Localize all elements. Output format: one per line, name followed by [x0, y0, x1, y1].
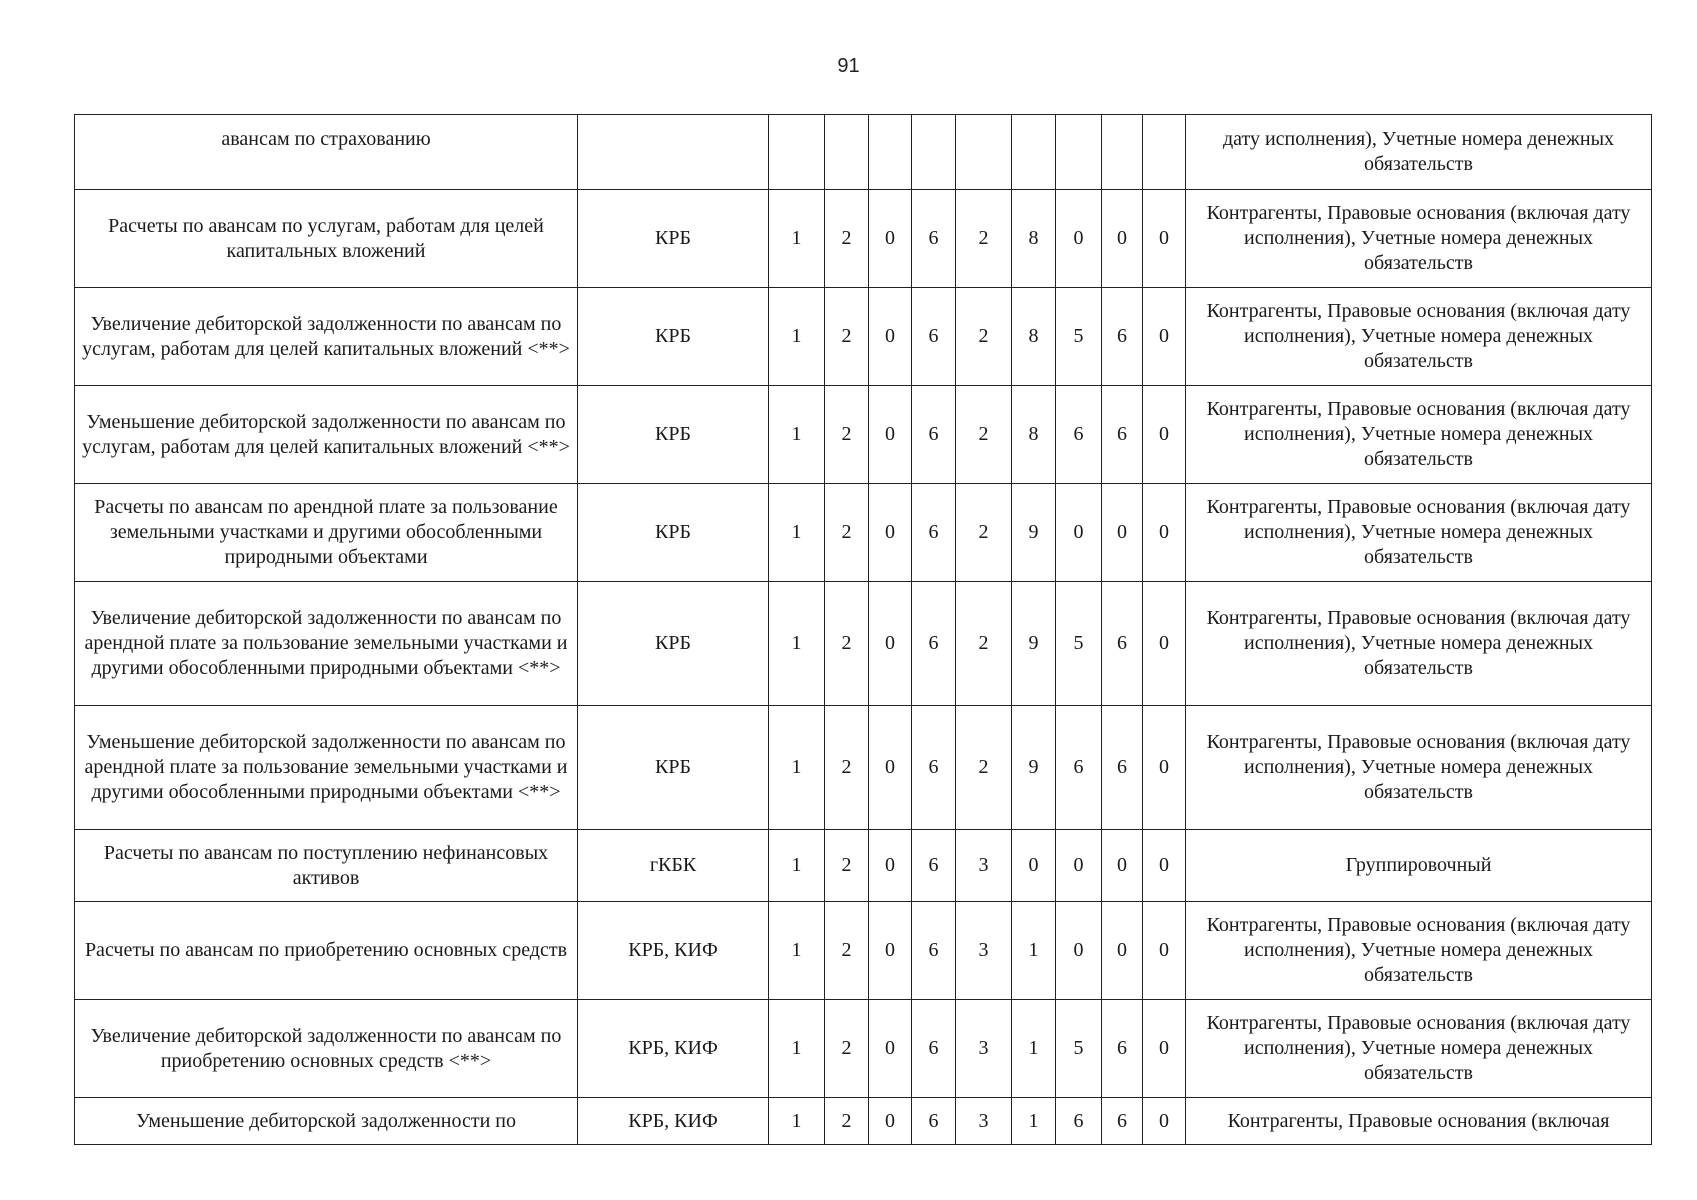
account-digit-cell: 1 [769, 190, 825, 288]
code-cell: КРБ, КИФ [578, 1000, 769, 1098]
account-digit-cell: 0 [1102, 830, 1143, 902]
account-digit-cell: 0 [1143, 484, 1186, 582]
account-digit-cell: 5 [1056, 1000, 1102, 1098]
account-digit-cell: 6 [1102, 706, 1143, 830]
account-digit-cell: 6 [912, 902, 956, 1000]
table-row [75, 115, 1652, 190]
code-cell: КРБ [578, 386, 769, 484]
account-digit-cell: 9 [1012, 582, 1056, 706]
account-digit-cell [912, 115, 956, 190]
account-digit-cell: 3 [956, 902, 1012, 1000]
analytics-cell: Группировочный [1186, 830, 1652, 902]
code-cell: КРБ, КИФ [578, 1098, 769, 1145]
account-digit-cell: 0 [869, 190, 912, 288]
table-row [75, 582, 1652, 706]
account-digit-cell: 6 [912, 386, 956, 484]
account-digit-cell: 0 [1143, 386, 1186, 484]
analytics-cell: Контрагенты, Правовые основания (включая [1186, 1098, 1652, 1145]
code-cell: КРБ, КИФ [578, 902, 769, 1000]
account-digit-cell: 6 [912, 706, 956, 830]
analytics-cell: Контрагенты, Правовые основания (включая дату исполнения), Учетные номера денежных обязательств [1186, 582, 1652, 706]
account-digit-cell: 0 [1056, 830, 1102, 902]
account-digit-cell: 2 [825, 288, 869, 386]
account-digit-cell: 0 [869, 582, 912, 706]
account-name-cell: Расчеты по авансам по поступлению нефинансовых активов [75, 830, 578, 902]
account-digit-cell: 0 [1056, 190, 1102, 288]
account-digit-cell: 3 [956, 830, 1012, 902]
table-row [75, 386, 1652, 484]
account-name-cell: Расчеты по авансам по услугам, работам для целей капитальных вложений [75, 190, 578, 288]
table-row [75, 288, 1652, 386]
account-digit-cell [1056, 115, 1102, 190]
account-name-cell: Увеличение дебиторской задолженности по авансам по арендной плате за пользование земельными участками и другими обособленными природными объектами <**> [75, 582, 578, 706]
analytics-cell: Контрагенты, Правовые основания (включая дату исполнения), Учетные номера денежных обязательств [1186, 706, 1652, 830]
account-digit-cell: 1 [769, 706, 825, 830]
account-digit-cell [1143, 115, 1186, 190]
account-digit-cell: 6 [1056, 1098, 1102, 1145]
account-digit-cell: 0 [1143, 1098, 1186, 1145]
account-digit-cell: 2 [825, 830, 869, 902]
account-digit-cell: 1 [769, 830, 825, 902]
account-digit-cell [769, 115, 825, 190]
account-digit-cell: 1 [769, 1098, 825, 1145]
account-digit-cell: 0 [1102, 484, 1143, 582]
accounts-table [74, 114, 1652, 1145]
account-digit-cell: 8 [1012, 288, 1056, 386]
account-name-cell: Увеличение дебиторской задолженности по авансам по приобретению основных средств <**> [75, 1000, 578, 1098]
account-digit-cell: 1 [769, 582, 825, 706]
account-digit-cell: 0 [1056, 902, 1102, 1000]
account-digit-cell: 6 [912, 288, 956, 386]
account-digit-cell: 2 [956, 484, 1012, 582]
account-digit-cell: 2 [956, 288, 1012, 386]
account-digit-cell: 0 [1143, 1000, 1186, 1098]
account-digit-cell: 1 [1012, 902, 1056, 1000]
account-digit-cell: 6 [1102, 1098, 1143, 1145]
analytics-cell: Контрагенты, Правовые основания (включая дату исполнения), Учетные номера денежных обязательств [1186, 1000, 1652, 1098]
account-digit-cell: 5 [1056, 582, 1102, 706]
account-digit-cell: 6 [1102, 1000, 1143, 1098]
account-digit-cell: 5 [1056, 288, 1102, 386]
account-digit-cell: 2 [825, 484, 869, 582]
account-digit-cell: 2 [825, 582, 869, 706]
account-digit-cell: 6 [1056, 706, 1102, 830]
table-row [75, 706, 1652, 830]
account-digit-cell: 0 [1143, 902, 1186, 1000]
account-digit-cell: 0 [1143, 830, 1186, 902]
account-digit-cell: 0 [869, 386, 912, 484]
account-name-cell: Уменьшение дебиторской задолженности по авансам по услугам, работам для целей капитальных вложений <**> [75, 386, 578, 484]
account-digit-cell: 6 [1056, 386, 1102, 484]
account-digit-cell: 6 [912, 190, 956, 288]
account-digit-cell: 0 [1056, 484, 1102, 582]
table-row [75, 830, 1652, 902]
code-cell: гКБК [578, 830, 769, 902]
account-digit-cell: 2 [825, 190, 869, 288]
account-digit-cell: 1 [769, 902, 825, 1000]
account-digit-cell [956, 115, 1012, 190]
account-digit-cell: 1 [769, 1000, 825, 1098]
account-digit-cell: 0 [1143, 706, 1186, 830]
account-digit-cell: 8 [1012, 386, 1056, 484]
account-digit-cell: 3 [956, 1000, 1012, 1098]
account-digit-cell: 2 [825, 386, 869, 484]
account-name-cell: Расчеты по авансам по арендной плате за пользование земельными участками и другими обособленными природными объектами [75, 484, 578, 582]
table-row [75, 1098, 1652, 1145]
account-digit-cell [825, 115, 869, 190]
analytics-cell: Контрагенты, Правовые основания (включая дату исполнения), Учетные номера денежных обязательств [1186, 190, 1652, 288]
account-digit-cell: 0 [869, 830, 912, 902]
account-digit-cell: 2 [825, 706, 869, 830]
account-name-cell: Уменьшение дебиторской задолженности по [75, 1098, 578, 1145]
account-digit-cell: 6 [912, 582, 956, 706]
account-digit-cell: 0 [869, 484, 912, 582]
account-digit-cell: 2 [825, 902, 869, 1000]
code-cell: КРБ [578, 288, 769, 386]
account-name-cell: авансам по страхованию [75, 115, 578, 190]
account-digit-cell: 9 [1012, 484, 1056, 582]
table-row [75, 902, 1652, 1000]
account-digit-cell: 0 [1012, 830, 1056, 902]
account-digit-cell: 6 [1102, 386, 1143, 484]
account-digit-cell: 2 [956, 582, 1012, 706]
account-digit-cell [1102, 115, 1143, 190]
account-digit-cell: 0 [869, 1098, 912, 1145]
account-digit-cell: 1 [769, 288, 825, 386]
account-digit-cell: 0 [1102, 190, 1143, 288]
account-digit-cell: 1 [769, 386, 825, 484]
account-digit-cell: 1 [1012, 1000, 1056, 1098]
account-digit-cell: 1 [769, 484, 825, 582]
account-digit-cell: 0 [869, 1000, 912, 1098]
account-digit-cell: 8 [1012, 190, 1056, 288]
account-digit-cell: 0 [1143, 288, 1186, 386]
account-digit-cell: 2 [956, 706, 1012, 830]
account-digit-cell: 0 [1143, 582, 1186, 706]
account-name-cell: Увеличение дебиторской задолженности по авансам по услугам, работам для целей капитальных вложений <**> [75, 288, 578, 386]
account-digit-cell: 6 [912, 1000, 956, 1098]
account-digit-cell [1012, 115, 1056, 190]
analytics-cell: дату исполнения), Учетные номера денежных обязательств [1186, 115, 1652, 190]
account-digit-cell: 6 [1102, 288, 1143, 386]
account-digit-cell: 6 [912, 484, 956, 582]
account-digit-cell: 1 [1012, 1098, 1056, 1145]
account-digit-cell: 0 [869, 706, 912, 830]
code-cell: КРБ [578, 190, 769, 288]
account-digit-cell: 2 [956, 386, 1012, 484]
account-digit-cell: 6 [912, 1098, 956, 1145]
analytics-cell: Контрагенты, Правовые основания (включая дату исполнения), Учетные номера денежных обязательств [1186, 288, 1652, 386]
account-digit-cell: 2 [825, 1000, 869, 1098]
code-cell [578, 115, 769, 190]
account-name-cell: Расчеты по авансам по приобретению основных средств [75, 902, 578, 1000]
page-number: 91 [837, 55, 860, 77]
account-digit-cell: 9 [1012, 706, 1056, 830]
account-digit-cell: 2 [825, 1098, 869, 1145]
analytics-cell: Контрагенты, Правовые основания (включая дату исполнения), Учетные номера денежных обязательств [1186, 386, 1652, 484]
account-digit-cell: 6 [1102, 582, 1143, 706]
account-name-cell: Уменьшение дебиторской задолженности по авансам по арендной плате за пользование земельными участками и другими обособленными природными объектами <**> [75, 706, 578, 830]
code-cell: КРБ [578, 582, 769, 706]
table-row [75, 190, 1652, 288]
account-digit-cell: 6 [912, 830, 956, 902]
code-cell: КРБ [578, 706, 769, 830]
analytics-cell: Контрагенты, Правовые основания (включая дату исполнения), Учетные номера денежных обязательств [1186, 484, 1652, 582]
account-digit-cell [869, 115, 912, 190]
analytics-cell: Контрагенты, Правовые основания (включая дату исполнения), Учетные номера денежных обязательств [1186, 902, 1652, 1000]
account-digit-cell: 2 [956, 190, 1012, 288]
account-digit-cell: 0 [869, 288, 912, 386]
account-digit-cell: 0 [869, 902, 912, 1000]
account-digit-cell: 3 [956, 1098, 1012, 1145]
code-cell: КРБ [578, 484, 769, 582]
account-digit-cell: 0 [1143, 190, 1186, 288]
account-digit-cell: 0 [1102, 902, 1143, 1000]
table-row [75, 1000, 1652, 1098]
table-row [75, 484, 1652, 582]
